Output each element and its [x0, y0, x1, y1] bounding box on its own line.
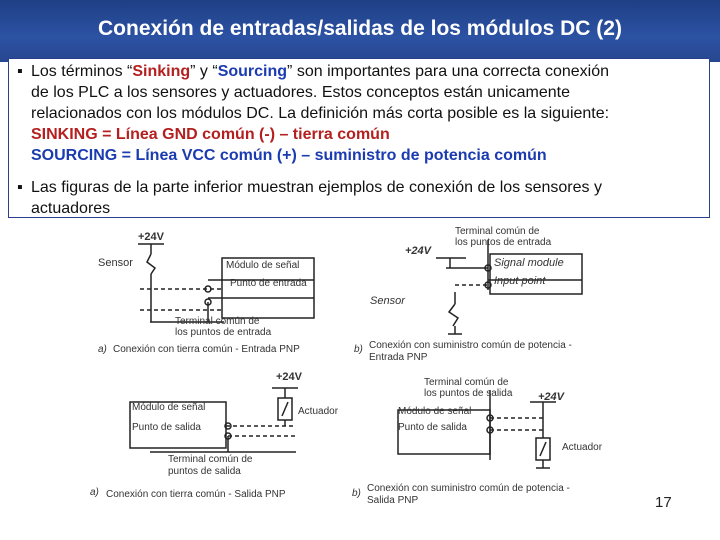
sinking-definition: SINKING = Línea GND común (-) – tierra común: [31, 126, 390, 143]
a-input-point: Punto de entrada: [230, 278, 307, 289]
a-output-voltage: +24V: [276, 371, 302, 383]
a-input-terminal-1: Terminal común de: [175, 316, 260, 327]
a-output-terminal-1: Terminal común de: [168, 454, 253, 465]
a-output-module: Módulo de señal: [132, 402, 206, 413]
diagram-a-output: [130, 388, 298, 452]
term-sinking: Sinking: [132, 63, 191, 80]
b-output-module: Módulo de señal: [398, 406, 472, 417]
a-input-sensor: Sensor: [98, 257, 133, 269]
b-output-actuator: Actuador: [562, 442, 603, 453]
b-input-voltage: +24V: [405, 245, 431, 257]
bullet-figures: ▪ Las figuras de la parte inferior muestran ejemplos de conexión de los sensores y actuadores: [17, 179, 602, 217]
b-output-caption-2: Salida PNP: [367, 495, 419, 506]
bullet-square-icon: ▪: [17, 179, 23, 196]
b-output-caption-letter: b): [352, 488, 361, 499]
b-input-caption-1: Conexión con suministro común de potencia -: [369, 340, 572, 351]
a-output-point: Punto de salida: [132, 422, 201, 433]
b-input-terminal-2: los puntos de entrada: [455, 237, 552, 248]
b-input-point: Input point: [494, 275, 546, 287]
b-output-terminal-1: Terminal común de: [424, 377, 509, 388]
b-input-terminal-1: Terminal común de: [455, 226, 540, 237]
b-input-module: Signal module: [494, 257, 564, 269]
b-input-caption-letter: b): [354, 344, 363, 355]
b-output-terminal-2: los puntos de salida: [424, 388, 513, 399]
b-output-caption-1: Conexión con suministro común de potencia -: [367, 483, 570, 494]
a-input-terminal-2: los puntos de entrada: [175, 327, 272, 338]
wiring-diagrams: [0, 218, 720, 540]
b-output-voltage: +24V: [538, 391, 564, 403]
a-output-actuator: Actuador: [298, 406, 339, 417]
b-output-point: Punto de salida: [398, 422, 467, 433]
a-output-caption-letter: a): [90, 487, 99, 498]
b-input-caption-2: Entrada PNP: [369, 352, 428, 363]
a-input-caption-letter: a): [98, 344, 107, 355]
a-output-caption: Conexión con tierra común - Salida PNP: [106, 489, 286, 500]
bullet-square-icon: ▪: [17, 63, 23, 80]
a-input-caption: Conexión con tierra común - Entrada PNP: [113, 344, 300, 355]
a-input-voltage: +24V: [138, 231, 164, 243]
term-sourcing: Sourcing: [217, 63, 288, 80]
slide-title: Conexión de entradas/salidas de los módulos DC (2): [98, 17, 622, 40]
sourcing-definition: SOURCING = Línea VCC común (+) – suministro de potencia común: [31, 147, 547, 164]
page-number: 17: [655, 494, 672, 511]
a-input-module: Módulo de señal: [226, 260, 300, 271]
a-output-terminal-2: puntos de salida: [168, 466, 241, 477]
bullet-sinking-sourcing: ▪ Los términos “Sinking” y “Sourcing” son importantes para una correcta conexión de los PLC a los sensores y actuadores. Estos conceptos están unicamente relacionados con los módulos DC. La definición más corta posible es la siguiente: SINKING = Línea GND común (-) – tierra común SOURCING = Línea VCC común (+) – suministro de potencia común: [17, 63, 610, 164]
diagram-b-input: [436, 240, 582, 334]
text-box: [8, 58, 710, 218]
b-input-sensor: Sensor: [370, 295, 405, 307]
